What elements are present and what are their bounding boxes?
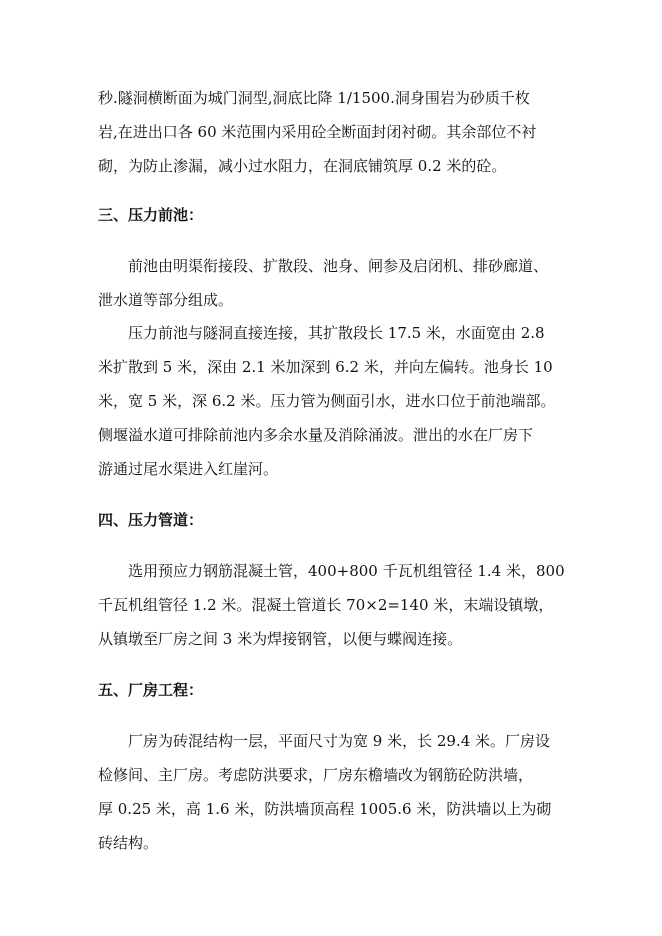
paragraph-line: 选用预应力钢筋混凝土管，400+800 千瓦机组管径 1.4 米，800 bbox=[128, 562, 565, 580]
paragraph-line: 千瓦机组管径 1.2 米。混凝土管道长 70×2=140 米，末端设镇墩， bbox=[98, 596, 554, 614]
paragraph-line: 泄水道等部分组成。 bbox=[98, 291, 234, 309]
paragraph-line: 厂房为砖混结构一层，平面尺寸为宽 9 米，长 29.4 米。厂房设 bbox=[128, 732, 551, 750]
paragraph-line: 厚 0.25 米，高 1.6 米，防洪墙顶高程 1005.6 米，防洪墙以上为砌 bbox=[98, 800, 552, 818]
section-heading-powerhouse: 五、厂房工程： bbox=[98, 681, 204, 699]
paragraph-line: 压力前池与隧洞直接连接，其扩散段长 17.5 米，水面宽由 2.8 bbox=[128, 324, 545, 342]
paragraph-line: 前池由明渠衔接段、扩散段、池身、闸参及启闭机、排砂廊道、 bbox=[128, 257, 549, 275]
section-heading-penstock: 四、压力管道： bbox=[98, 511, 204, 529]
paragraph-line: 砌，为防止渗漏，减小过水阻力，在洞底铺筑厚 0.2 米的砼。 bbox=[98, 157, 507, 175]
paragraph-line: 米扩散到 5 米，深由 2.1 米加深到 6.2 米，并向左偏转。池身长 10 bbox=[98, 358, 553, 376]
paragraph-line: 米，宽 5 米，深 6.2 米。压力管为侧面引水，进水口位于前池端部。 bbox=[98, 392, 556, 410]
paragraph-line: 从镇墩至厂房之间 3 米为焊接钢管，以便与蝶阀连接。 bbox=[98, 630, 463, 648]
paragraph-line: 游通过尾水渠进入红崖河。 bbox=[98, 460, 279, 478]
paragraph-line: 秒.隧洞横断面为城门洞型,洞底比降 1/1500.洞身围岩为砂质千枚 bbox=[98, 89, 530, 107]
section-heading-pressure-forebay: 三、压力前池： bbox=[98, 206, 204, 224]
paragraph-line: 侧堰溢水道可排除前池内多余水量及消除涌波。泄出的水在厂房下 bbox=[98, 426, 534, 444]
paragraph-line: 砖结构。 bbox=[98, 834, 159, 852]
paragraph-line: 检修间、主厂房。考虑防洪要求，厂房东檐墙改为钢筋砼防洪墙， bbox=[98, 766, 534, 784]
paragraph-line: 岩,在进出口各 60 米范围内采用砼全断面封闭衬砌。其余部位不衬 bbox=[98, 123, 537, 141]
